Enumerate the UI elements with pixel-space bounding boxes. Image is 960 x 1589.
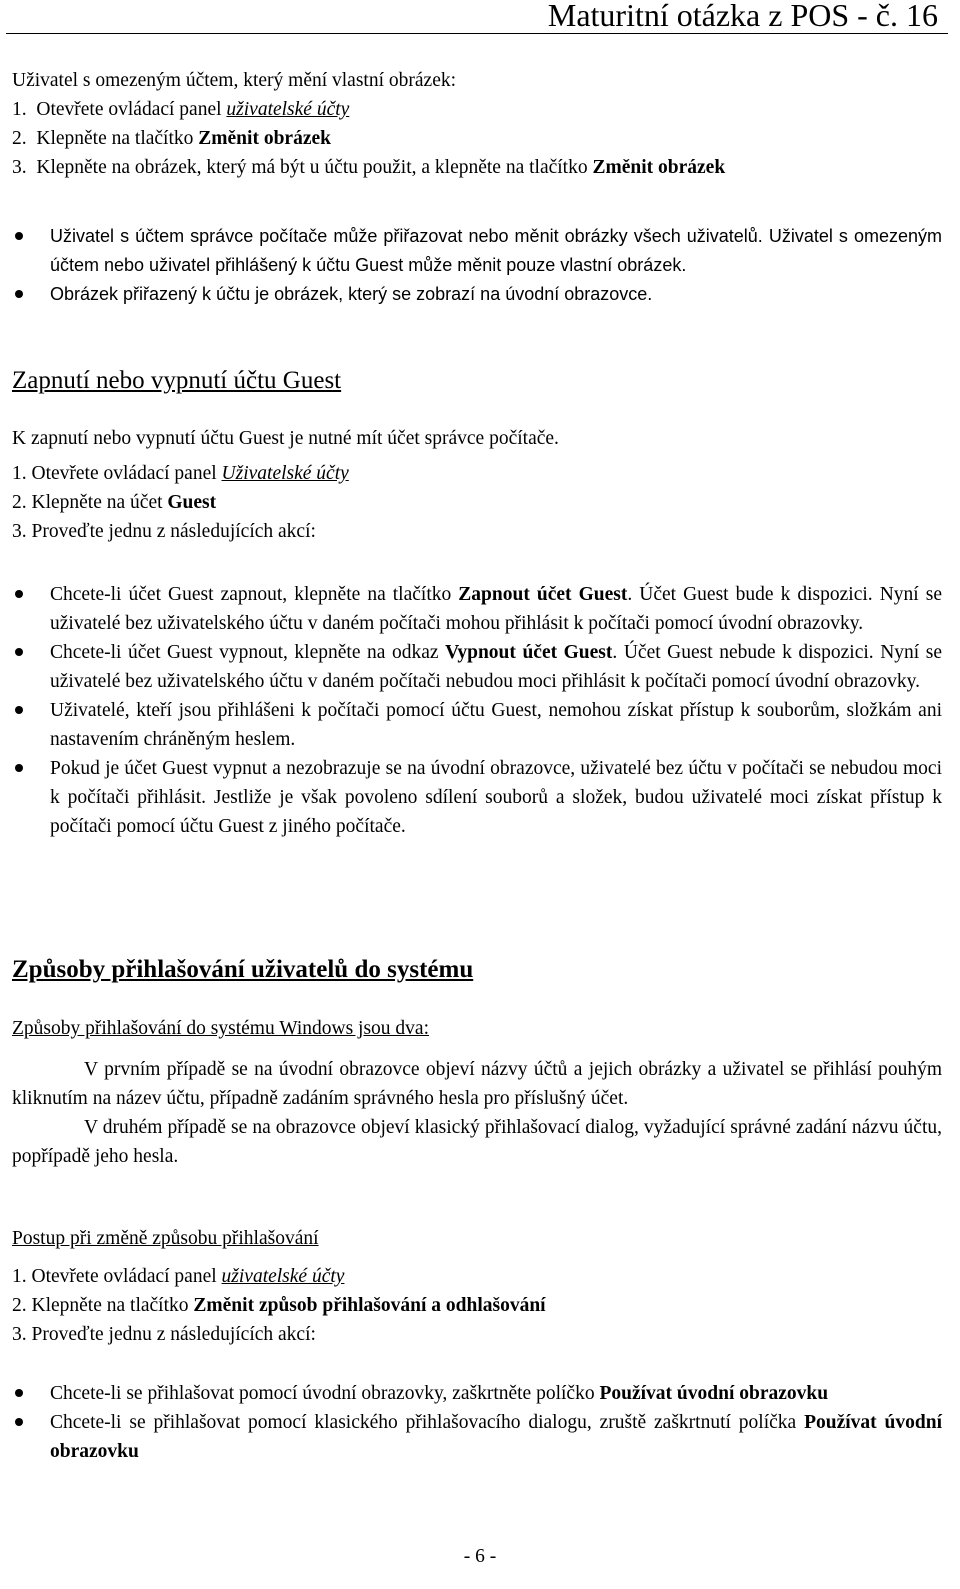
guest-heading: Zapnutí nebo vypnutí účtu Guest <box>12 367 342 394</box>
page-title: Maturitní otázka z POS - č. 16 <box>547 0 938 33</box>
list-item: Pokud je účet Guest vypnut a nezobrazuje se na úvodní obrazovce, uživatelé bez účtu v počítači se nebudou moci k počítači přihlásit. Jestliže je však povoleno sdílení souborů a složek, budou uživatelé moci získat přístup k počítači pomocí účtu Guest z jiného počítače. <box>12 754 942 841</box>
intro-step-3: 3. Klepněte na obrázek, který má být u účtu použit, a klepněte na tlačítko Změnit obrázek <box>12 157 726 178</box>
list-item: Chcete-li účet Guest zapnout, klepněte na tlačítko Zapnout účet Guest. Účet Guest bude k dispozici. Nyní se uživatelé bez uživatelského účtu v daném počítači mohou přihlásit k počítači pomocí úvodní obrazovky. <box>12 580 942 638</box>
page-header <box>6 0 948 34</box>
intro-section <box>12 66 942 182</box>
procedure-bullets <box>12 1379 942 1466</box>
list-item: Uživatel s účtem správce počítače může přiřazovat nebo měnit obrázky všech uživatelů. Uživatel s omezeným účtem nebo uživatel přihlášený k účtu Guest může měnit pouze vlastní obrázek. <box>12 222 942 280</box>
user-accounts-link[interactable]: Uživatelské účty <box>221 463 349 484</box>
procedure-heading: Postup při změně způsobu přihlašování <box>12 1228 319 1249</box>
page-number: - 6 - <box>463 1546 497 1567</box>
list-item: Chcete-li se přihlašovat pomocí úvodní obrazovky, zaškrtněte políčko Používat úvodní obrazovku <box>12 1379 942 1408</box>
user-accounts-link[interactable]: uživatelské účty <box>226 99 350 120</box>
login-subheading: Způsoby přihlašování do systému Windows jsou dva: <box>12 1018 430 1039</box>
procedure-step-1: 1. Otevřete ovládací panel uživatelské účty <box>12 1266 345 1287</box>
list-item: Uživatelé, kteří jsou přihlášeni k počítači pomocí účtu Guest, nemohou získat přístup k souborům, složkám ani nastavením chráněným heslem. <box>12 696 942 754</box>
procedure-step-2: 2. Klepněte na tlačítko Změnit způsob přihlašování a odhlašování <box>12 1295 546 1316</box>
intro-step-1: 1. Otevřete ovládací panel uživatelské účty <box>12 99 350 120</box>
intro-step-2: 2. Klepněte na tlačítko Změnit obrázek <box>12 128 331 149</box>
user-accounts-link[interactable]: uživatelské účty <box>221 1266 345 1287</box>
list-item: Chcete-li se přihlašovat pomocí klasického přihlašovacího dialogu, zruště zaškrtnutí políčka Používat úvodní obrazovku <box>12 1408 942 1466</box>
guest-step-2: 2. Klepněte na účet Guest <box>12 492 217 513</box>
login-heading: Způsoby přihlašování uživatelů do systému <box>12 956 474 983</box>
list-item: Chcete-li účet Guest vypnout, klepněte na odkaz Vypnout účet Guest. Účet Guest nebude k dispozici. Nyní se uživatelé bez uživatelského účtu v daném počítači nebudou moci přihlásit k počítači pomocí úvodní obrazovky. <box>12 638 942 696</box>
login-section <box>12 1014 942 1171</box>
guest-step-1: 1. Otevřete ovládací panel Uživatelské účty <box>12 463 349 484</box>
list-item: Obrázek přiřazený k účtu je obrázek, který se zobrazí na úvodní obrazovce. <box>12 280 942 309</box>
intro-lead: Uživatel s omezeným účtem, který mění vlastní obrázek: <box>12 70 457 91</box>
procedure-section <box>12 1224 942 1349</box>
guest-bullets <box>12 580 942 841</box>
guest-note: K zapnutí nebo vypnutí účtu Guest je nutné mít účet správce počítače. <box>12 428 559 449</box>
guest-step-3: 3. Proveďte jednu z následujících akcí: <box>12 521 316 542</box>
login-para-1: V prvním případě se na úvodní obrazovce objeví názvy účtů a jejich obrázky a uživatel se přihlásí pouhým kliknutím na název účtu, případně zadáním správného hesla pro příslušný účet. <box>12 1059 942 1109</box>
guest-section <box>12 424 942 546</box>
procedure-step-3: 3. Proveďte jednu z následujících akcí: <box>12 1324 316 1345</box>
login-para-2: V druhém případě se na obrazovce objeví klasický přihlašovací dialog, vyžadující správné zadání názvu účtu, popřípadě jeho hesla. <box>12 1117 942 1167</box>
intro-bullets <box>12 222 942 309</box>
